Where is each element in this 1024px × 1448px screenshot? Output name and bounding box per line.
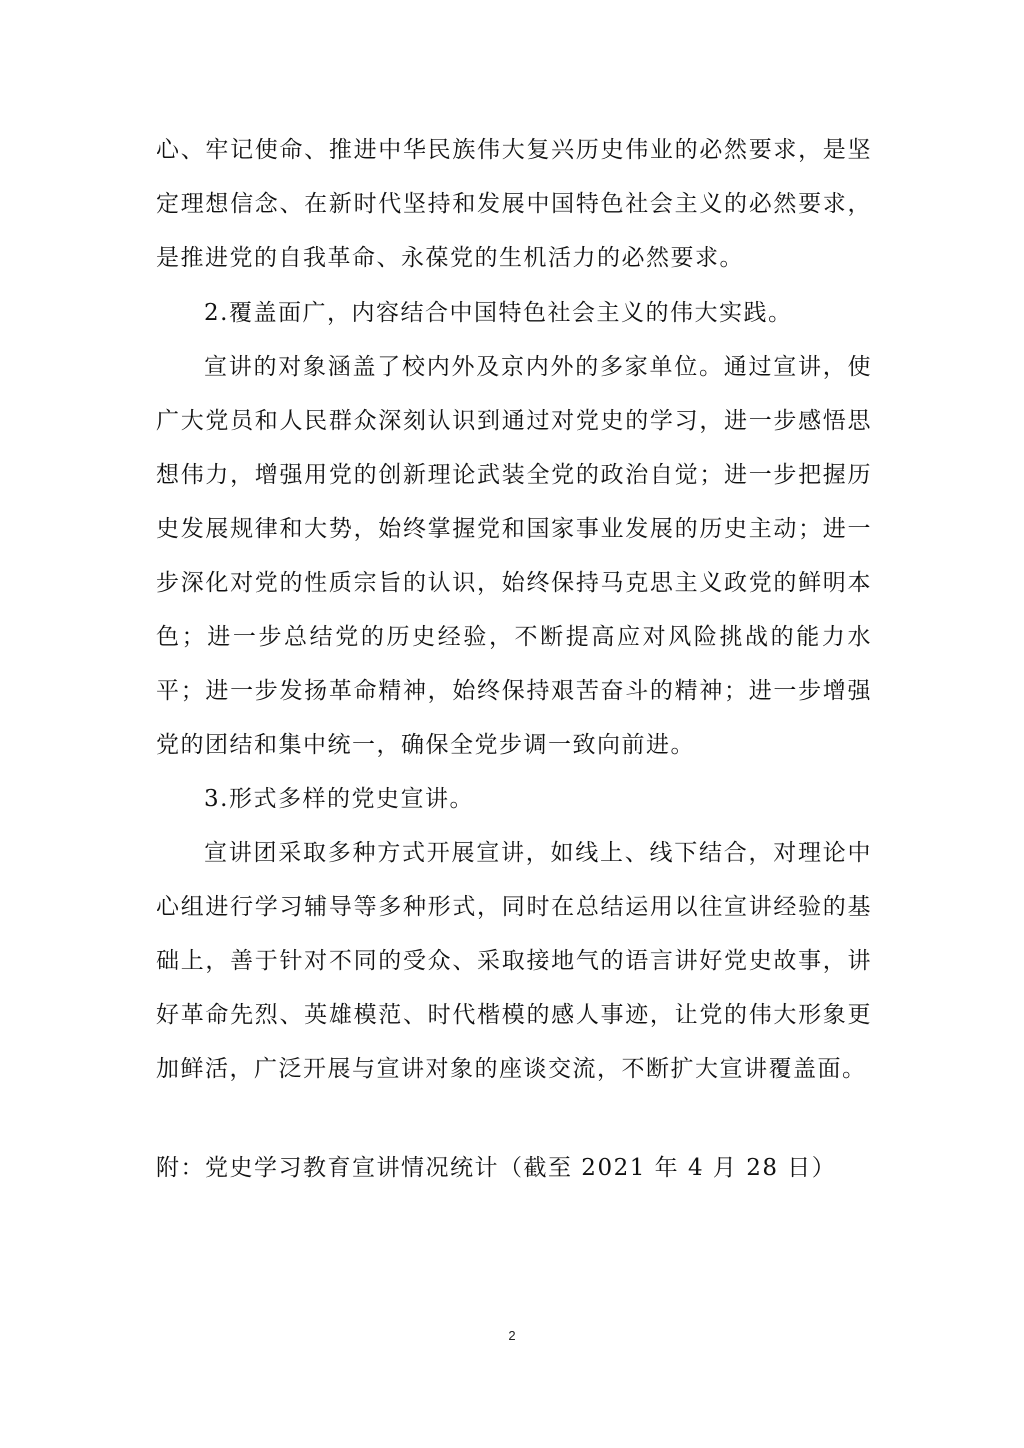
paragraph-3: 宣讲团采取多种方式开展宣讲，如线上、线下结合，对理论中心组进行学习辅导等多种形式，同时在总结运用以往宣讲经验的基础上，善于针对不同的受众、采取接地气的语言讲好党史故事，讲好革命先烈、英雄模范、时代楷模的感人事迹，让党的伟大形象更加鲜活，广泛开展与宣讲对象的座谈交流，不断扩大宣讲覆盖面。 [156, 840, 872, 1082]
appendix-note: 附：党史学习教育宣讲情况统计（截至 2021 年 4 月 28 日） [156, 1155, 837, 1181]
paragraph-continuation: 心、牢记使命、推进中华民族伟大复兴历史伟业的必然要求，是坚定理想信念、在新时代坚持和发展中国特色社会主义的必然要求，是推进党的自我革命、永葆党的生机活力的必然要求。 [156, 137, 872, 271]
section-heading-2: 2.覆盖面广，内容结合中国特色社会主义的伟大实践。 [204, 300, 793, 326]
page-number: 2 [508, 1328, 516, 1343]
section-heading-3: 3.形式多样的党史宣讲。 [204, 786, 474, 812]
paragraph-2: 宣讲的对象涵盖了校内外及京内外的多家单位。通过宣讲，使广大党员和人民群众深刻认识到通过对党史的学习，进一步感悟思想伟力，增强用党的创新理论武装全党的政治自觉；进一步把握历史发展规律和大势，始终掌握党和国家事业发展的历史主动；进一步深化对党的性质宗旨的认识，始终保持马克思主义政党的鲜明本色；进一步总结党的历史经验，不断提高应对风险挑战的能力水平；进一步发扬革命精神，始终保持艰苦奋斗的精神；进一步增强党的团结和集中统一，确保全党步调一致向前进。 [156, 354, 872, 758]
